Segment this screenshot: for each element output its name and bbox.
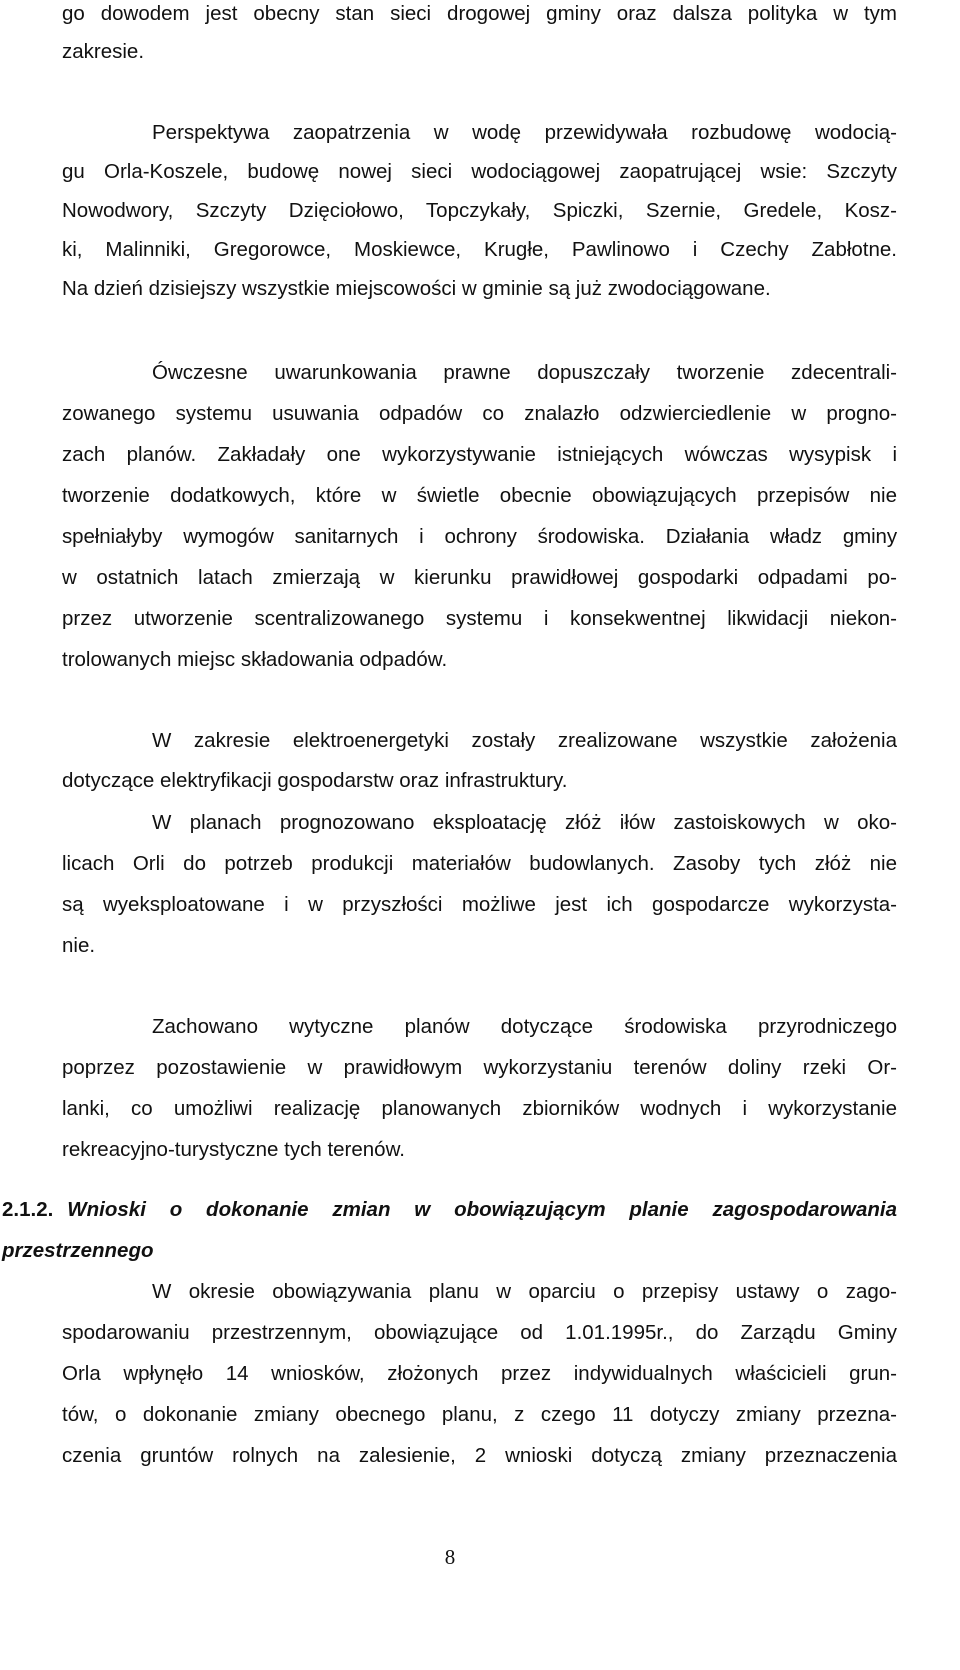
paragraph-line: W planach prognozowano eksploatację złóż iłów zastoiskowych w oko-	[152, 811, 897, 834]
paragraph-line: spełniałyby wymogów sanitarnych i ochrony środowiska. Działania władz gminy	[62, 525, 897, 548]
paragraph-line: tworzenie dodatkowych, które w świetle obecnie obowiązujących przepisów nie	[62, 484, 897, 507]
section-heading	[2, 1198, 897, 1222]
paragraph-line: Orla wpłynęło 14 wniosków, złożonych przez indywidualnych właścicieli grun-	[62, 1362, 897, 1385]
paragraph-line: Nowodwory, Szczyty Dzięciołowo, Topczykały, Spiczki, Szernie, Gredele, Kosz-	[62, 199, 897, 222]
paragraph-line: Ówczesne uwarunkowania prawne dopuszczały tworzenie zdecentrali-	[152, 361, 897, 384]
paragraph-line: W okresie obowiązywania planu w oparciu o przepisy ustawy o zago-	[152, 1280, 897, 1303]
section-number: 2.1.2.	[2, 1198, 54, 1221]
paragraph-line: w ostatnich latach zmierzają w kierunku prawidłowej gospodarki odpadami po-	[62, 566, 897, 589]
paragraph-line: tów, o dokonanie zmiany obecnego planu, z czego 11 dotyczy zmiany przezna-	[62, 1403, 897, 1426]
paragraph-line: nie.	[62, 934, 96, 957]
paragraph-line: zowanego systemu usuwania odpadów co znalazło odzwierciedlenie w progno-	[62, 402, 897, 425]
paragraph-line: trolowanych miejsc składowania odpadów.	[62, 648, 448, 671]
paragraph-line: ki, Malinniki, Gregorowce, Moskiewce, Krugłe, Pawlinowo i Czechy Zabłotne.	[62, 238, 897, 261]
paragraph-line: Zachowano wytyczne planów dotyczące środowiska przyrodniczego	[152, 1015, 897, 1038]
paragraph-line: Na dzień dzisiejszy wszystkie miejscowości w gminie są już zwodociągowane.	[62, 277, 771, 300]
paragraph-line: są wyeksploatowane i w przyszłości możliwe jest ich gospodarcze wykorzysta-	[62, 893, 897, 916]
paragraph-line: dotyczące elektryfikacji gospodarstw oraz infrastruktury.	[62, 769, 568, 792]
paragraph-line: Perspektywa zaopatrzenia w wodę przewidywała rozbudowę wodocią-	[152, 121, 897, 144]
paragraph-line: W zakresie elektroenergetyki zostały zrealizowane wszystkie założenia	[152, 729, 897, 752]
page-number: 8	[444, 1545, 456, 1569]
paragraph-line: lanki, co umożliwi realizację planowanych zbiorników wodnych i wykorzystanie	[62, 1097, 897, 1120]
paragraph-line: licach Orli do potrzeb produkcji materiałów budowlanych. Zasoby tych złóż nie	[62, 852, 897, 875]
paragraph-line: czenia gruntów rolnych na zalesienie, 2 wnioski dotyczą zmiany przeznaczenia	[62, 1444, 897, 1467]
section-title: Wnioski o dokonanie zmian w obowiązującym planie zagospodarowania	[67, 1198, 897, 1221]
paragraph-line: go dowodem jest obecny stan sieci drogowej gminy oraz dalsza polityka w tym	[62, 2, 897, 25]
paragraph-line: gu Orla-Koszele, budowę nowej sieci wodociągowej zaopatrującej wsie: Szczyty	[62, 160, 897, 183]
paragraph-line: zakresie.	[62, 40, 145, 63]
paragraph-line: przez utworzenie scentralizowanego systemu i konsekwentnej likwidacji niekon-	[62, 607, 897, 630]
paragraph-line: zach planów. Zakładały one wykorzystywanie istniejących wówczas wysypisk i	[62, 443, 897, 466]
paragraph-line: rekreacyjno-turystyczne tych terenów.	[62, 1138, 405, 1161]
paragraph-line: spodarowaniu przestrzennym, obowiązujące od 1.01.1995r., do Zarządu Gminy	[62, 1321, 897, 1344]
section-heading-continued: przestrzennego	[2, 1239, 154, 1262]
paragraph-line: poprzez pozostawienie w prawidłowym wykorzystaniu terenów doliny rzeki Or-	[62, 1056, 897, 1079]
